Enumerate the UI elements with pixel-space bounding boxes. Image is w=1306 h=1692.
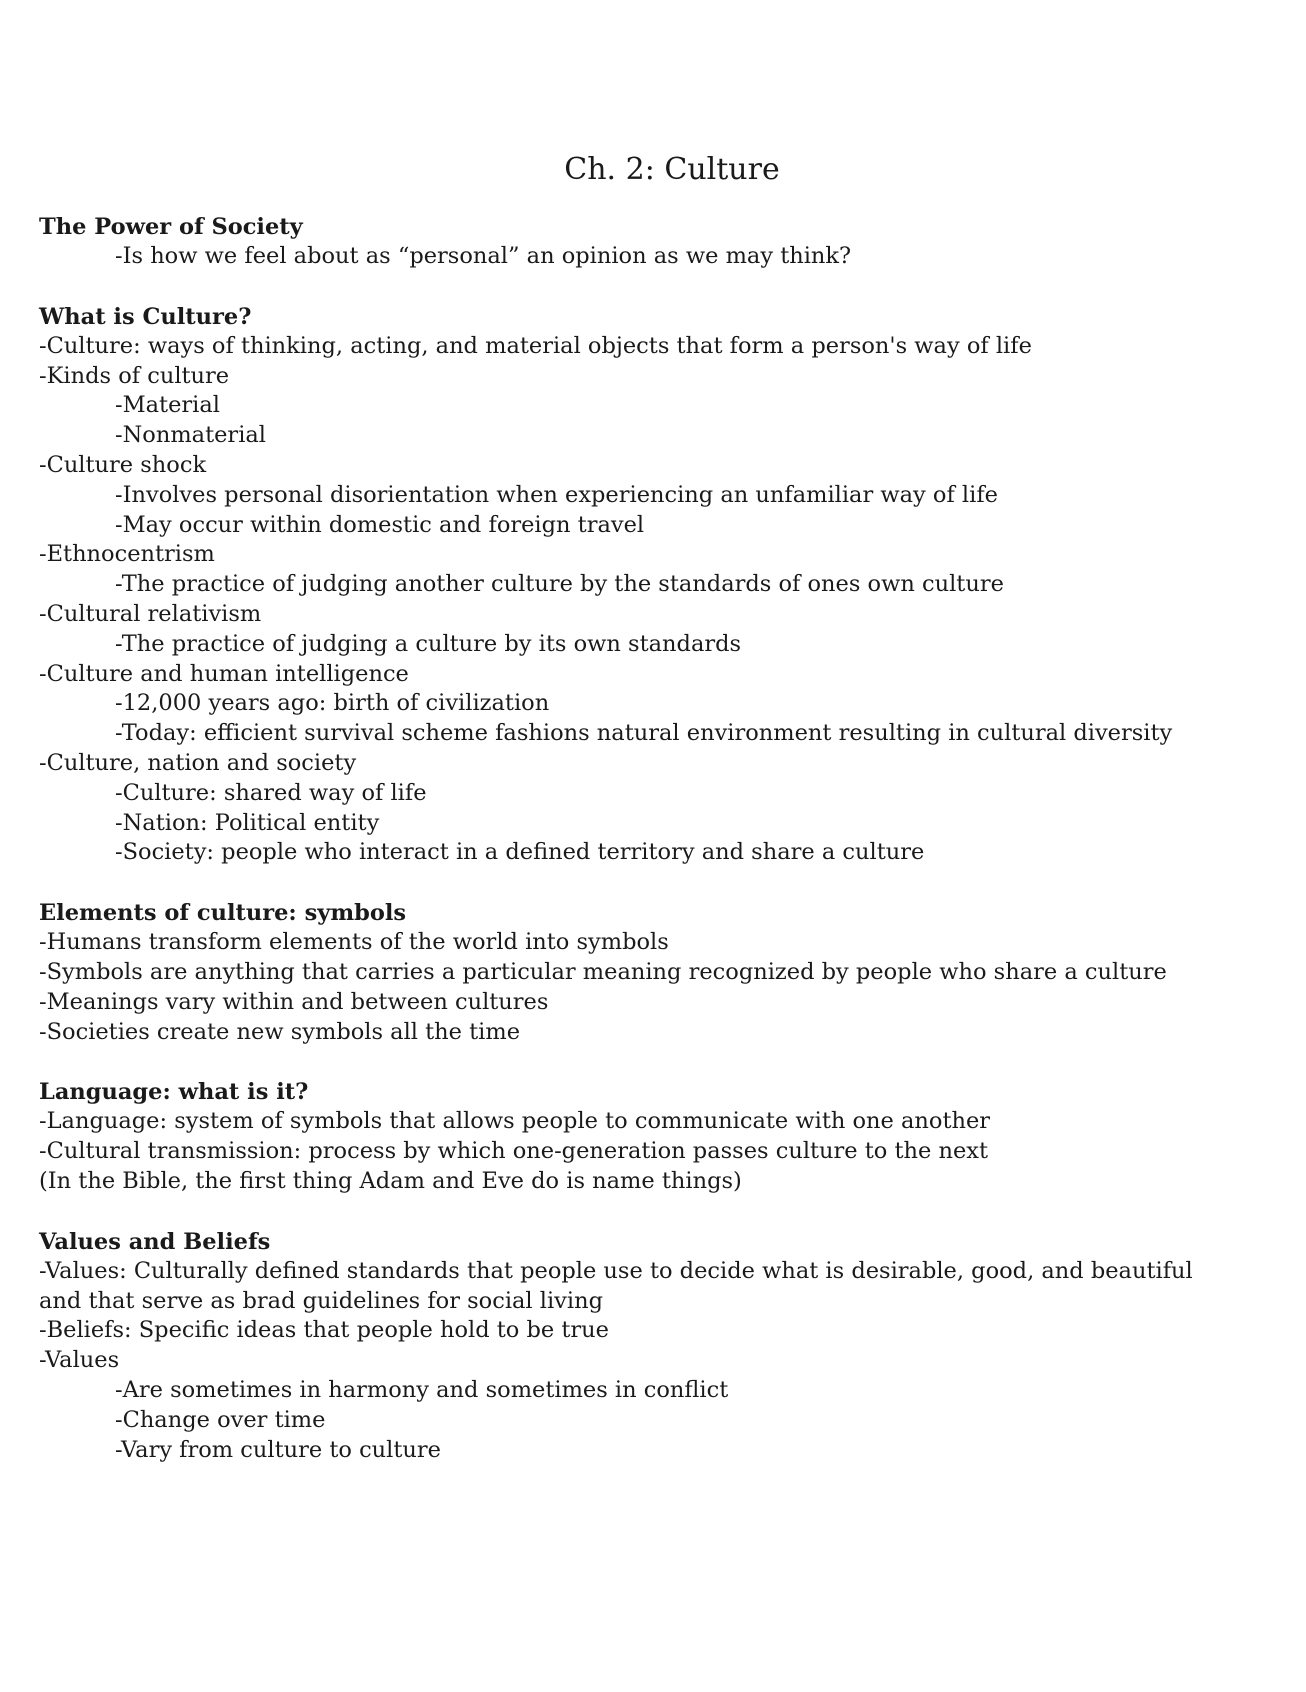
sub-bullet-line: -Nation: Political entity [115, 809, 380, 836]
section-heading: Language: what is it? [39, 1079, 309, 1106]
bullet-line: -Ethnocentrism [39, 541, 215, 568]
section [39, 1227, 1269, 1466]
section [39, 1077, 1269, 1196]
bullet-line: -Humans transform elements of the world into symbols [39, 929, 669, 956]
section [39, 212, 1269, 272]
sub-bullet-line: -May occur within domestic and foreign travel [115, 511, 645, 538]
sub-bullet-line: -Involves personal disorientation when experiencing an unfamiliar way of life [115, 481, 998, 508]
section [39, 302, 1269, 868]
bullet-line: -Beliefs: Specific ideas that people hold to be true [39, 1317, 609, 1344]
bullet-line: -Symbols are anything that carries a particular meaning recognized by people who share a culture [39, 958, 1167, 985]
bullet-line: -Cultural relativism [39, 600, 262, 627]
bullet-line: -Language: system of symbols that allows people to communicate with one another [39, 1108, 991, 1135]
bullet-line: -Values [39, 1347, 120, 1374]
bullet-line: (In the Bible, the first thing Adam and Eve do is name things) [39, 1167, 742, 1194]
sub-bullet-line: -12,000 years ago: birth of civilization [115, 690, 550, 717]
sub-bullet-line: -Material [115, 392, 220, 419]
section-heading: The Power of Society [39, 214, 303, 240]
section-heading: What is Culture? [39, 303, 252, 330]
sub-bullet-line: -Are sometimes in harmony and sometimes in conflict [115, 1376, 729, 1403]
bullet-line: -Cultural transmission: process by which one-generation passes culture to the next [39, 1138, 989, 1165]
bullet-line: -Societies create new symbols all the time [39, 1018, 521, 1045]
bullet-line: -Kinds of culture [39, 362, 230, 389]
sections-container [39, 212, 1269, 1465]
sub-bullet-line: -Change over time [115, 1406, 326, 1433]
bullet-line: -Culture shock [39, 451, 207, 478]
bullet-line: -Culture and human intelligence [39, 660, 409, 687]
sub-bullet-line: -Culture: shared way of life [115, 779, 427, 806]
section [39, 898, 1269, 1047]
document-page [39, 150, 1269, 1495]
page-title: Ch. 2: Culture [564, 152, 780, 187]
bullet-line: -Values: Culturally defined standards that people use to decide what is desirable, good, and beautiful and that serve as brad guidelines for social living [39, 1257, 1193, 1314]
sub-bullet-line: -Today: efficient survival scheme fashions natural environment resulting in cultural diversity [115, 720, 1173, 747]
sub-bullet-line: -Vary from culture to culture [115, 1436, 441, 1463]
section-heading: Values and Beliefs [39, 1228, 271, 1255]
sub-bullet-line: -The practice of judging a culture by its own standards [115, 630, 742, 657]
bullet-line: -Culture, nation and society [39, 749, 357, 776]
sub-bullet-line: -Is how we feel about as “personal” an opinion as we may think? [115, 243, 852, 269]
bullet-line: -Meanings vary within and between cultures [39, 988, 549, 1015]
bullet-line: -Culture: ways of thinking, acting, and material objects that form a person's way of life [39, 332, 1032, 359]
section-heading: Elements of culture: symbols [39, 900, 407, 927]
sub-bullet-line: -The practice of judging another culture by the standards of ones own culture [115, 571, 1004, 598]
sub-bullet-line: -Nonmaterial [115, 422, 266, 449]
sub-bullet-line: -Society: people who interact in a defined territory and share a culture [115, 839, 925, 866]
